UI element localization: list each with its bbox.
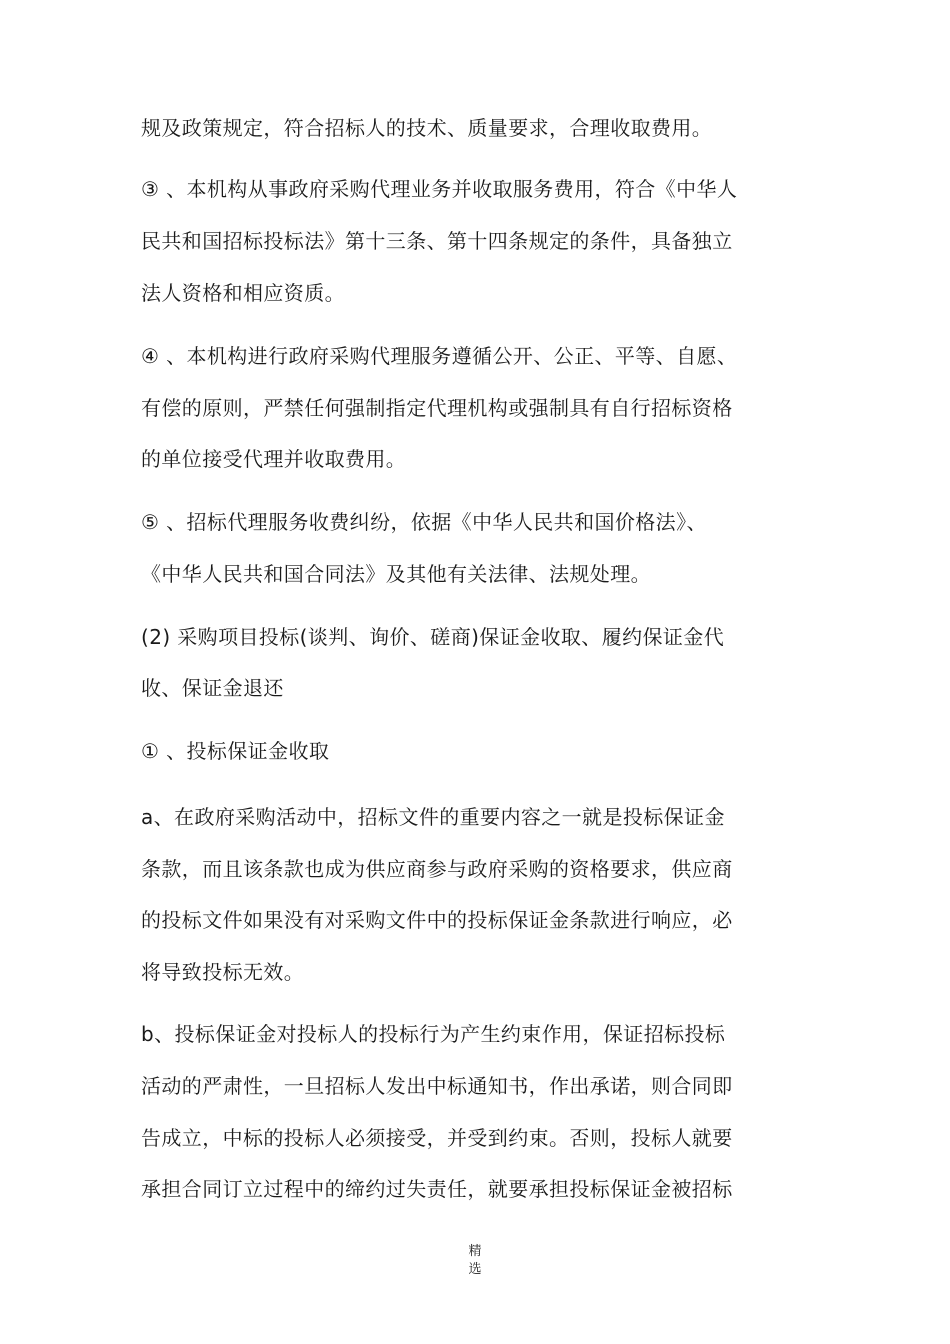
body-text-line: 法人资格和相应资质。 [141,281,345,305]
body-text-line: 条款，而且该条款也成为供应商参与政府采购的资格要求，供应商 [141,857,733,881]
body-text-line: ⑤ 、招标代理服务收费纠纷，依据《中华人民共和国价格法》、 [141,510,707,534]
body-text-line: 民共和国招标投标法》第十三条、第十四条规定的条件，具备独立 [141,229,733,253]
subsection-heading: ① 、投标保证金收取 [141,739,330,763]
body-text-line: 告成立，中标的投标人必须接受，并受到约束。否则，投标人就要 [141,1126,733,1150]
body-text-line: 的投标文件如果没有对采购文件中的投标保证金条款进行响应，必 [141,908,733,932]
body-text-line: 的单位接受代理并收取费用。 [141,447,407,471]
body-text-line: ④ 、本机构进行政府采购代理服务遵循公开、公正、平等、自愿、 [141,344,738,368]
footer-mark-line1: 精 [468,1244,482,1259]
body-text-line: 活动的严肃性，一旦招标人发出中标通知书，作出承诺，则合同即 [141,1074,733,1098]
section-heading: 收、保证金退还 [141,676,284,700]
body-text-line: 《中华人民共和国合同法》及其他有关法律、法规处理。 [141,562,651,586]
body-text-line: 承担合同订立过程中的缔约过失责任，就要承担投标保证金被招标 [141,1177,733,1201]
body-text-line: 将导致投标无效。 [141,960,305,984]
body-text-line: ③ 、本机构从事政府采购代理业务并收取服务费用，符合《中华人 [141,177,738,201]
footer-mark-line2: 选 [468,1262,482,1277]
body-text-line: a、在政府采购活动中，招标文件的重要内容之一就是投标保证金 [141,805,725,829]
body-text-line: b、投标保证金对投标人的投标行为产生约束作用，保证招标投标 [141,1022,726,1046]
body-text-line: 有偿的原则，严禁任何强制指定代理机构或强制具有自行招标资格 [141,396,733,420]
body-text-line: 规及政策规定，符合招标人的技术、质量要求，合理收取费用。 [141,116,713,140]
section-heading: (2) 采购项目投标(谈判、询价、磋商)保证金收取、履约保证金代 [141,625,725,649]
